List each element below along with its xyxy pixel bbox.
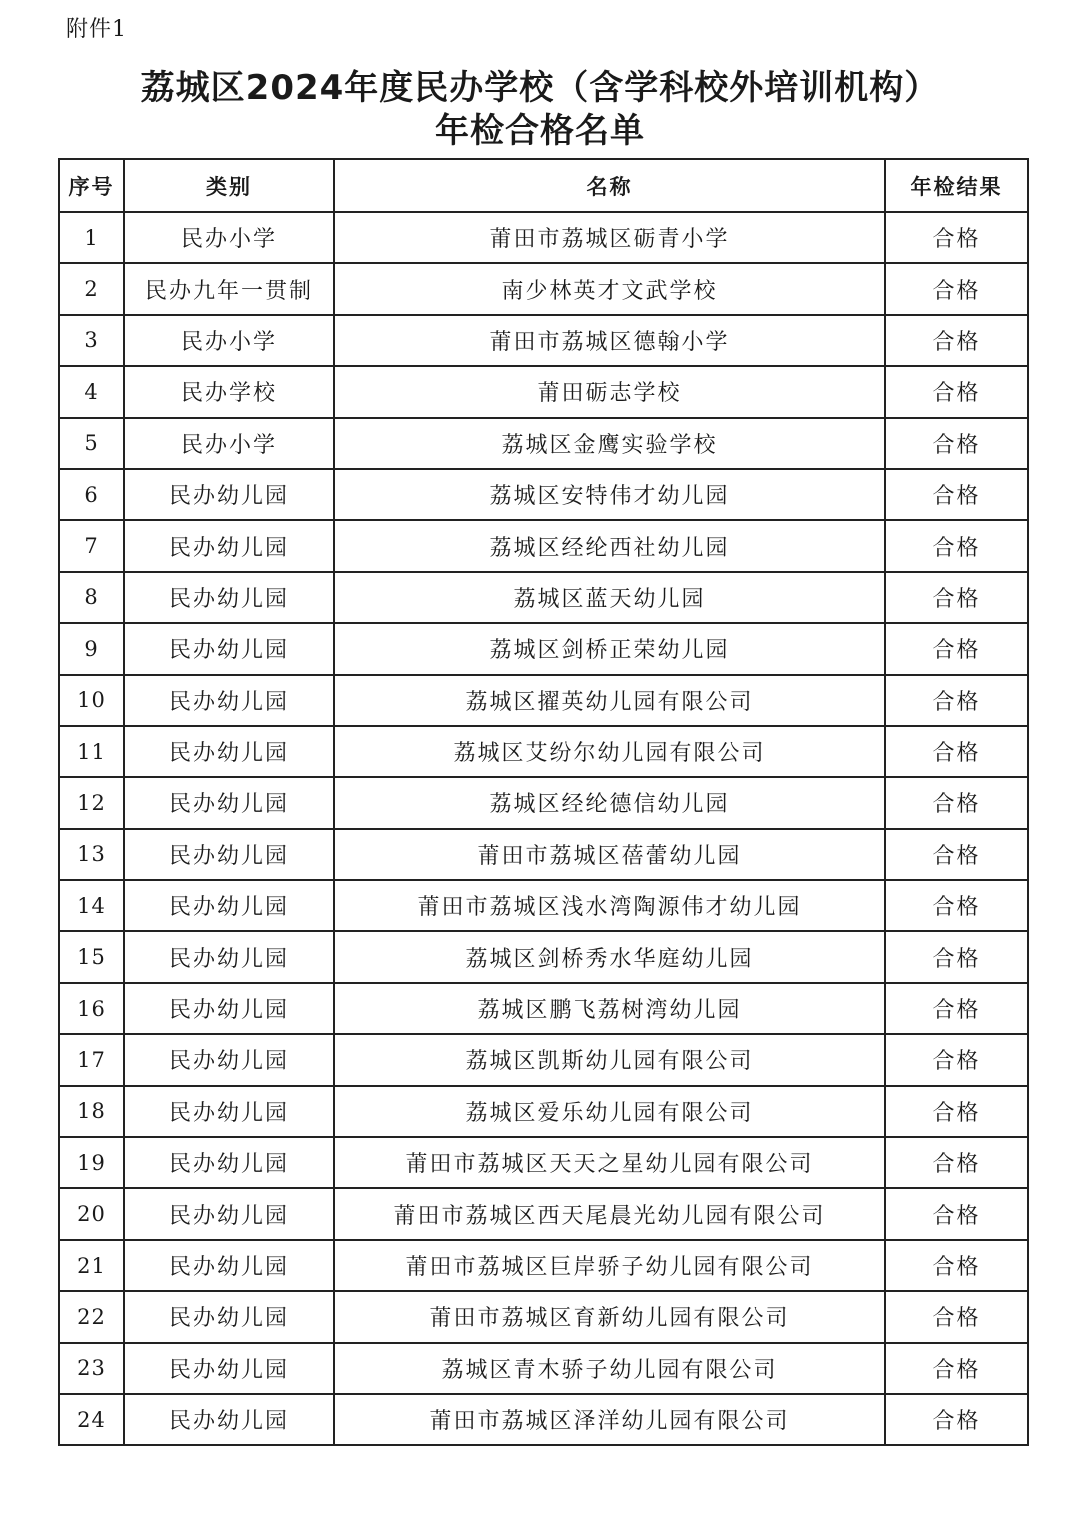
cell-name: 荔城区青木骄子幼儿园有限公司 xyxy=(334,1343,885,1394)
cell-index: 3 xyxy=(59,315,124,366)
cell-index: 13 xyxy=(59,829,124,880)
cell-index: 7 xyxy=(59,520,124,571)
table-row xyxy=(59,829,1028,880)
qualified-list-table xyxy=(58,158,1029,1446)
cell-index: 20 xyxy=(59,1188,124,1239)
cell-result: 合格 xyxy=(885,469,1028,520)
cell-category: 民办幼儿园 xyxy=(124,829,334,880)
cell-name: 荔城区安特伟才幼儿园 xyxy=(334,469,885,520)
table-row xyxy=(59,726,1028,777)
cell-index: 2 xyxy=(59,263,124,314)
cell-index: 9 xyxy=(59,623,124,674)
table-row xyxy=(59,366,1028,417)
document-title: 荔城区2024年度民办学校（含学科校外培训机构） xyxy=(140,68,940,108)
cell-result: 合格 xyxy=(885,829,1028,880)
table-row xyxy=(59,1240,1028,1291)
cell-name: 莆田市荔城区巨岸骄子幼儿园有限公司 xyxy=(334,1240,885,1291)
table-row xyxy=(59,777,1028,828)
cell-result: 合格 xyxy=(885,1137,1028,1188)
cell-index: 5 xyxy=(59,418,124,469)
cell-name: 荔城区艾纷尔幼儿园有限公司 xyxy=(334,726,885,777)
table-row xyxy=(59,1394,1028,1445)
cell-name: 荔城区鹏飞荔树湾幼儿园 xyxy=(334,983,885,1034)
cell-category: 民办幼儿园 xyxy=(124,931,334,982)
cell-category: 民办幼儿园 xyxy=(124,623,334,674)
cell-index: 15 xyxy=(59,931,124,982)
table-row xyxy=(59,1188,1028,1239)
cell-category: 民办幼儿园 xyxy=(124,1034,334,1085)
cell-result: 合格 xyxy=(885,520,1028,571)
cell-category: 民办幼儿园 xyxy=(124,880,334,931)
cell-result: 合格 xyxy=(885,263,1028,314)
cell-name: 莆田市荔城区西天尾晨光幼儿园有限公司 xyxy=(334,1188,885,1239)
cell-category: 民办幼儿园 xyxy=(124,983,334,1034)
table-row xyxy=(59,675,1028,726)
cell-result: 合格 xyxy=(885,931,1028,982)
cell-result: 合格 xyxy=(885,777,1028,828)
cell-category: 民办幼儿园 xyxy=(124,1137,334,1188)
cell-index: 4 xyxy=(59,366,124,417)
cell-category: 民办幼儿园 xyxy=(124,675,334,726)
cell-name: 荔城区蓝天幼儿园 xyxy=(334,572,885,623)
cell-result: 合格 xyxy=(885,623,1028,674)
cell-result: 合格 xyxy=(885,1188,1028,1239)
cell-result: 合格 xyxy=(885,1240,1028,1291)
cell-index: 14 xyxy=(59,880,124,931)
cell-name: 荔城区经纶德信幼儿园 xyxy=(334,777,885,828)
cell-index: 12 xyxy=(59,777,124,828)
cell-name: 莆田市荔城区泽洋幼儿园有限公司 xyxy=(334,1394,885,1445)
table-row xyxy=(59,931,1028,982)
cell-result: 合格 xyxy=(885,572,1028,623)
document-subtitle: 年检合格名单 xyxy=(435,111,645,151)
cell-category: 民办幼儿园 xyxy=(124,520,334,571)
cell-name: 荔城区剑桥秀水华庭幼儿园 xyxy=(334,931,885,982)
table-header xyxy=(59,159,1028,212)
table-row xyxy=(59,263,1028,314)
cell-index: 17 xyxy=(59,1034,124,1085)
cell-result: 合格 xyxy=(885,418,1028,469)
cell-index: 23 xyxy=(59,1343,124,1394)
cell-category: 民办小学 xyxy=(124,418,334,469)
cell-result: 合格 xyxy=(885,983,1028,1034)
header-row xyxy=(59,159,1028,212)
header-category: 类别 xyxy=(124,159,334,212)
cell-category: 民办幼儿园 xyxy=(124,1086,334,1137)
header-result: 年检结果 xyxy=(885,159,1028,212)
cell-name: 莆田市荔城区育新幼儿园有限公司 xyxy=(334,1291,885,1342)
cell-index: 24 xyxy=(59,1394,124,1445)
cell-name: 莆田市荔城区蓓蕾幼儿园 xyxy=(334,829,885,880)
cell-index: 10 xyxy=(59,675,124,726)
cell-category: 民办幼儿园 xyxy=(124,469,334,520)
cell-name: 莆田市荔城区砺青小学 xyxy=(334,212,885,263)
cell-index: 8 xyxy=(59,572,124,623)
attachment-label: 附件1 xyxy=(66,17,127,42)
table-row xyxy=(59,1086,1028,1137)
cell-result: 合格 xyxy=(885,1086,1028,1137)
cell-category: 民办幼儿园 xyxy=(124,1291,334,1342)
table-row xyxy=(59,1291,1028,1342)
cell-index: 22 xyxy=(59,1291,124,1342)
table-row xyxy=(59,315,1028,366)
cell-index: 6 xyxy=(59,469,124,520)
cell-category: 民办幼儿园 xyxy=(124,726,334,777)
cell-index: 21 xyxy=(59,1240,124,1291)
cell-result: 合格 xyxy=(885,880,1028,931)
cell-result: 合格 xyxy=(885,366,1028,417)
cell-result: 合格 xyxy=(885,1291,1028,1342)
cell-name: 荔城区经纶西社幼儿园 xyxy=(334,520,885,571)
cell-name: 荔城区擢英幼儿园有限公司 xyxy=(334,675,885,726)
cell-index: 16 xyxy=(59,983,124,1034)
cell-name: 荔城区凯斯幼儿园有限公司 xyxy=(334,1034,885,1085)
table-row xyxy=(59,1137,1028,1188)
cell-category: 民办幼儿园 xyxy=(124,777,334,828)
cell-result: 合格 xyxy=(885,1034,1028,1085)
cell-result: 合格 xyxy=(885,726,1028,777)
cell-result: 合格 xyxy=(885,1343,1028,1394)
cell-category: 民办幼儿园 xyxy=(124,572,334,623)
table-row xyxy=(59,1343,1028,1394)
cell-category: 民办学校 xyxy=(124,366,334,417)
cell-name: 莆田市荔城区德翰小学 xyxy=(334,315,885,366)
cell-result: 合格 xyxy=(885,315,1028,366)
cell-category: 民办幼儿园 xyxy=(124,1188,334,1239)
table-row xyxy=(59,418,1028,469)
cell-category: 民办九年一贯制 xyxy=(124,263,334,314)
cell-name: 荔城区金鹰实验学校 xyxy=(334,418,885,469)
table-row xyxy=(59,623,1028,674)
cell-result: 合格 xyxy=(885,212,1028,263)
cell-name: 荔城区爱乐幼儿园有限公司 xyxy=(334,1086,885,1137)
table-row xyxy=(59,983,1028,1034)
cell-name: 莆田砺志学校 xyxy=(334,366,885,417)
cell-index: 11 xyxy=(59,726,124,777)
cell-name: 莆田市荔城区天天之星幼儿园有限公司 xyxy=(334,1137,885,1188)
table-body xyxy=(59,212,1028,1445)
header-index: 序号 xyxy=(59,159,124,212)
cell-category: 民办幼儿园 xyxy=(124,1394,334,1445)
header-name: 名称 xyxy=(334,159,885,212)
cell-index: 18 xyxy=(59,1086,124,1137)
cell-category: 民办小学 xyxy=(124,315,334,366)
cell-name: 莆田市荔城区浅水湾陶源伟才幼儿园 xyxy=(334,880,885,931)
cell-name: 荔城区剑桥正荣幼儿园 xyxy=(334,623,885,674)
cell-category: 民办幼儿园 xyxy=(124,1240,334,1291)
table-row xyxy=(59,572,1028,623)
cell-result: 合格 xyxy=(885,1394,1028,1445)
table-row xyxy=(59,880,1028,931)
cell-category: 民办小学 xyxy=(124,212,334,263)
cell-index: 1 xyxy=(59,212,124,263)
table-row xyxy=(59,212,1028,263)
table-row xyxy=(59,469,1028,520)
cell-name: 南少林英才文武学校 xyxy=(334,263,885,314)
cell-result: 合格 xyxy=(885,675,1028,726)
table-row xyxy=(59,520,1028,571)
cell-category: 民办幼儿园 xyxy=(124,1343,334,1394)
table-row xyxy=(59,1034,1028,1085)
cell-index: 19 xyxy=(59,1137,124,1188)
